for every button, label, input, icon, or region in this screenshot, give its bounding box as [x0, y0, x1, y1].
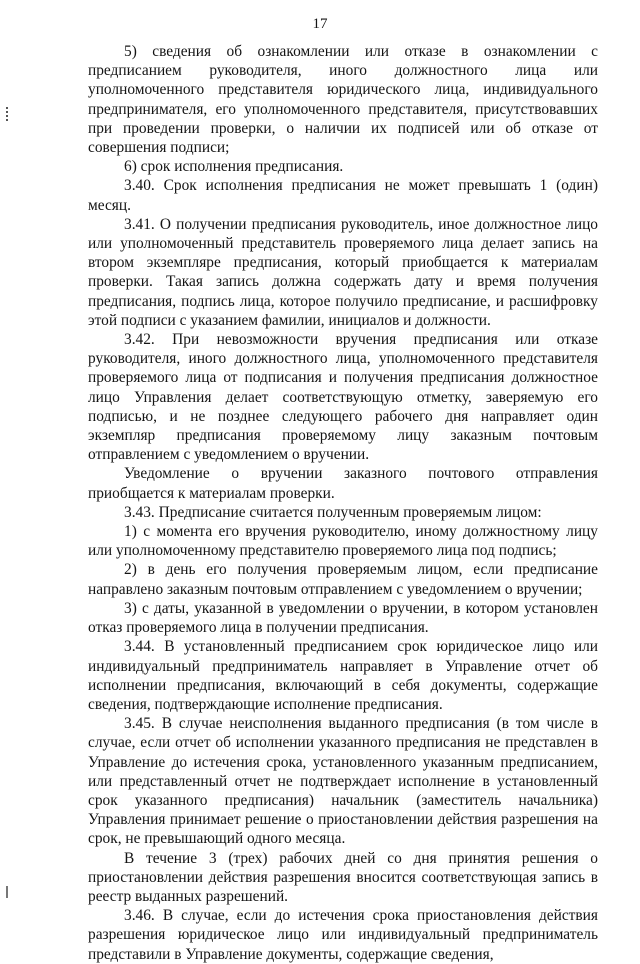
paragraph-3-44: 3.44. В установленный предписанием срок юридическое лицо или индивидуальный предприниматель направляет в Управление отчет об исполнении предписания, включающий в себя документы, содержащие сведения, подтверждающие исполнение предписания.	[88, 638, 598, 713]
paragraph-3-45: 3.45. В случае неисполнения выданного предписания (в том числе в случае, если отчет об исполнении указанного предписания не представлен в Управление до истечения срока, установленного указанным предписанием, или представленный отчет не подтверждает исполнение в установленный срок указанного предписания) начальник (заместитель начальника) Управления принимает решение о приостановлении действия разрешения на срок, не превышающий одного месяца.	[88, 715, 598, 848]
paragraph-3-43-item-3: 3) с даты, указанной в уведомлении о вручении, в котором установлен отказ проверяемого лица в получении предписания.	[88, 599, 598, 637]
scan-edge-mark	[6, 107, 10, 121]
scan-edge-mark-bottom	[6, 886, 8, 898]
paragraph-3-42: 3.42. При невозможности вручения предписания или отказе руководителя, иного должностного лица, уполномоченного представителя проверяемого лица от подписания и получения предписания должностное лицо Управления делает соответствующую отметку, заверяемую его подписью, и не позднее следующего рабочего дня направляет один экземпляр предписания проверяемому лицу заказным почтовым отправлением с уведомлением о вручении.	[88, 331, 598, 464]
page-number: 17	[312, 16, 328, 32]
paragraph-3-41: 3.41. О получении предписания руководитель, иное должностное лицо или уполномоченный представитель проверяемого лица делает запись на втором экземпляре предписания, который приобщается к материалам проверки. Такая запись должна содержать дату и время получения предписания, подпись лица, которое получило предписание, и расшифровку этой подписи с указанием фамилии, инициалов и должности.	[88, 215, 598, 329]
paragraph-item-6-deadline: 6) срок исполнения предписания.	[124, 158, 344, 176]
paragraph-item-5-acquaintance: 5) сведения об ознакомлении или отказе в ознакомлении с предписанием руководителя, иного должностного лица или уполномоченного представителя юридического лица, индивидуального предпринимателя, его уполномоченного представителя, присутствовавших при проведении проверки, о наличии их подписей или об отказе от совершения подписи;	[88, 43, 598, 157]
paragraph-3-43-item-2: 2) в день его получения проверяемым лицом, если предписание направлено заказным почтовым отправлением с уведомлением о вручении;	[88, 561, 598, 598]
document-body	[88, 42, 598, 964]
paragraph-3-43: 3.43. Предписание считается полученным проверяемым лицом:	[124, 503, 542, 521]
paragraph-3-43-item-1: 1) с момента его вручения руководителю, иному должностному лицу или уполномоченному представителю проверяемого лица под подпись;	[88, 523, 598, 560]
paragraph-3-40: 3.40. Срок исполнения предписания не может превышать 1 (один) месяц.	[88, 177, 598, 214]
paragraph-registry-entry: В течение 3 (трех) рабочих дней со дня принятия решения о приостановлении действия разрешения вносится соответствующая запись в реестр выданных разрешений.	[88, 849, 598, 905]
paragraph-3-46: 3.46. В случае, если до истечения срока приостановления действия разрешения юридическое лицо или индивидуальный предприниматель представили в Управление документы, содержащие сведения,	[88, 907, 598, 963]
paragraph-delivery-notice: Уведомление о вручении заказного почтового отправления приобщается к материалам проверки.	[88, 465, 598, 502]
